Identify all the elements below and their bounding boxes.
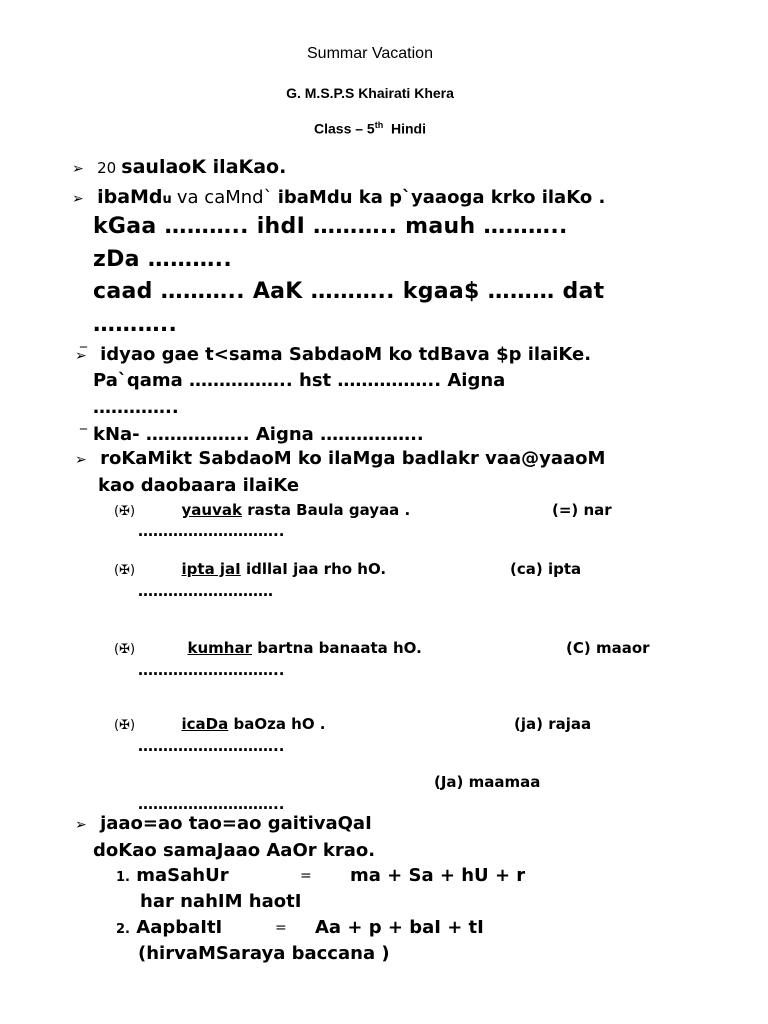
q4-item-4 <box>114 715 326 733</box>
q4-item-1 <box>114 501 410 519</box>
q5-item-2-eq: = <box>275 920 287 936</box>
question-5 <box>75 813 372 834</box>
q5-item-num: 2. <box>116 922 130 937</box>
q4-item-4-option: (ja) rajaa <box>514 715 592 733</box>
q4-extra-blank: ……………………….. <box>138 795 285 813</box>
class-line <box>0 120 740 137</box>
q4-item-rest: bartna banaata hO. <box>252 639 422 657</box>
q4-item-2 <box>114 560 386 578</box>
q5-item-1 <box>116 865 229 886</box>
q3-underscore-mark: _ <box>80 414 87 430</box>
q1-number: 20 <box>97 159 117 177</box>
q4-item-underlined: ipta jaI <box>181 560 241 578</box>
q2-word-1: ibaMd <box>97 186 163 208</box>
bullet-arrow-icon: ➢ <box>75 817 87 833</box>
q2-blank-line-2: zDa ……….. <box>93 247 232 272</box>
class-suffix: Hindi <box>391 120 426 137</box>
q5-item-2 <box>116 917 222 938</box>
q2-word-1-sub: u <box>162 192 172 207</box>
q3-blank-line-3: kNa- …………….. Aigna …………….. <box>93 424 424 445</box>
q2-blank-line-4: ……….. <box>93 312 178 337</box>
q4-item-rest: rasta Baula gayaa . <box>241 501 411 519</box>
bullet-arrow-icon: ➢ <box>72 161 84 177</box>
q2-blank-line-3: caad ……….. AaK ……….. kgaa$ ……… dat <box>93 279 605 304</box>
q4-item-2-blank: ……………………… <box>138 582 273 600</box>
q5-item-1-parts: ma + Sa + hU + r <box>350 865 526 886</box>
question-1 <box>72 156 286 178</box>
q5-line-1: jaao=ao tao=ao gaitivaQaI <box>100 813 372 834</box>
question-3 <box>75 344 591 365</box>
q4-item-2-option: (ca) ipta <box>510 560 582 578</box>
q4-item-underlined: yauvak <box>181 501 242 519</box>
q4-item-underlined: kumhar <box>187 639 252 657</box>
q2-word-2: va caMnd` <box>176 187 273 208</box>
question-4 <box>75 448 605 469</box>
q4-item-3 <box>114 639 422 657</box>
bullet-arrow-icon: ➢ <box>75 348 87 364</box>
q4-item-num: (✠) <box>114 718 136 733</box>
q4-item-rest: baOza hO . <box>228 715 326 733</box>
q4-extra-option: (Ja) maamaa <box>434 773 541 791</box>
q5-item-1-eq: = <box>300 868 312 884</box>
q3-blank-line-2: ………….. <box>93 397 179 418</box>
q3-blank-line-1: Pa`qama …………….. hst …………….. Aigna <box>93 370 506 391</box>
q5-line-2: doKao samaJaao AaOr krao. <box>93 840 376 861</box>
q2-blank-line-1: kGaa ……….. ihdI ……….. mauh ……….. <box>93 214 568 239</box>
q5-item-2-parts: Aa + p + baI + tI <box>315 917 484 938</box>
q4-item-underlined: icaDa <box>181 715 229 733</box>
q4-item-rest: idllaI jaa rho hO. <box>240 560 387 578</box>
q4-item-3-option: (C) maaor <box>566 639 650 657</box>
q5-item-word: maSahUr <box>136 865 229 886</box>
q4-item-3-blank: ……………………….. <box>138 661 285 679</box>
q5-item-num: 1. <box>116 870 130 885</box>
school-name: G. M.S.P.S Khairati Khera <box>286 85 454 101</box>
q2-word-3: ibaMdu ka p`yaaoga krko ilaKo . <box>277 187 606 208</box>
q4-item-1-option: (=) nar <box>552 501 612 519</box>
q4-item-num: (✠) <box>114 642 136 657</box>
doc-title: Summar Vacation <box>307 45 433 62</box>
class-prefix: Class – 5 <box>314 120 375 137</box>
q5-item-1-line-2: har nahIM haotI <box>140 891 302 912</box>
q1-text: saulaoK ilaKao. <box>121 156 287 178</box>
q2-underscore-mark: _ <box>80 332 87 348</box>
q4-item-num: (✠) <box>114 563 136 578</box>
q4-item-1-blank: ……………………….. <box>138 522 285 540</box>
class-sup: th <box>374 120 384 130</box>
q3-text: idyao gae t<sama SabdaoM ko tdBava $p ilaiKe. <box>100 344 592 365</box>
q4-item-4-blank: ……………………….. <box>138 737 285 755</box>
q5-item-2-line-2: (hirvaMSaraya baccana ) <box>138 943 390 964</box>
q5-item-word: AapbaItI <box>136 917 223 938</box>
q4-item-num: (✠) <box>114 504 136 519</box>
q4-line-2: kao daobaara ilaiKe <box>98 475 300 496</box>
bullet-arrow-icon: ➢ <box>72 191 84 207</box>
bullet-arrow-icon: ➢ <box>75 452 87 468</box>
q4-line-1: roKaMikt SabdaoM ko ilaMga badlakr vaa@yaaoM <box>100 448 606 469</box>
question-2 <box>72 186 605 208</box>
